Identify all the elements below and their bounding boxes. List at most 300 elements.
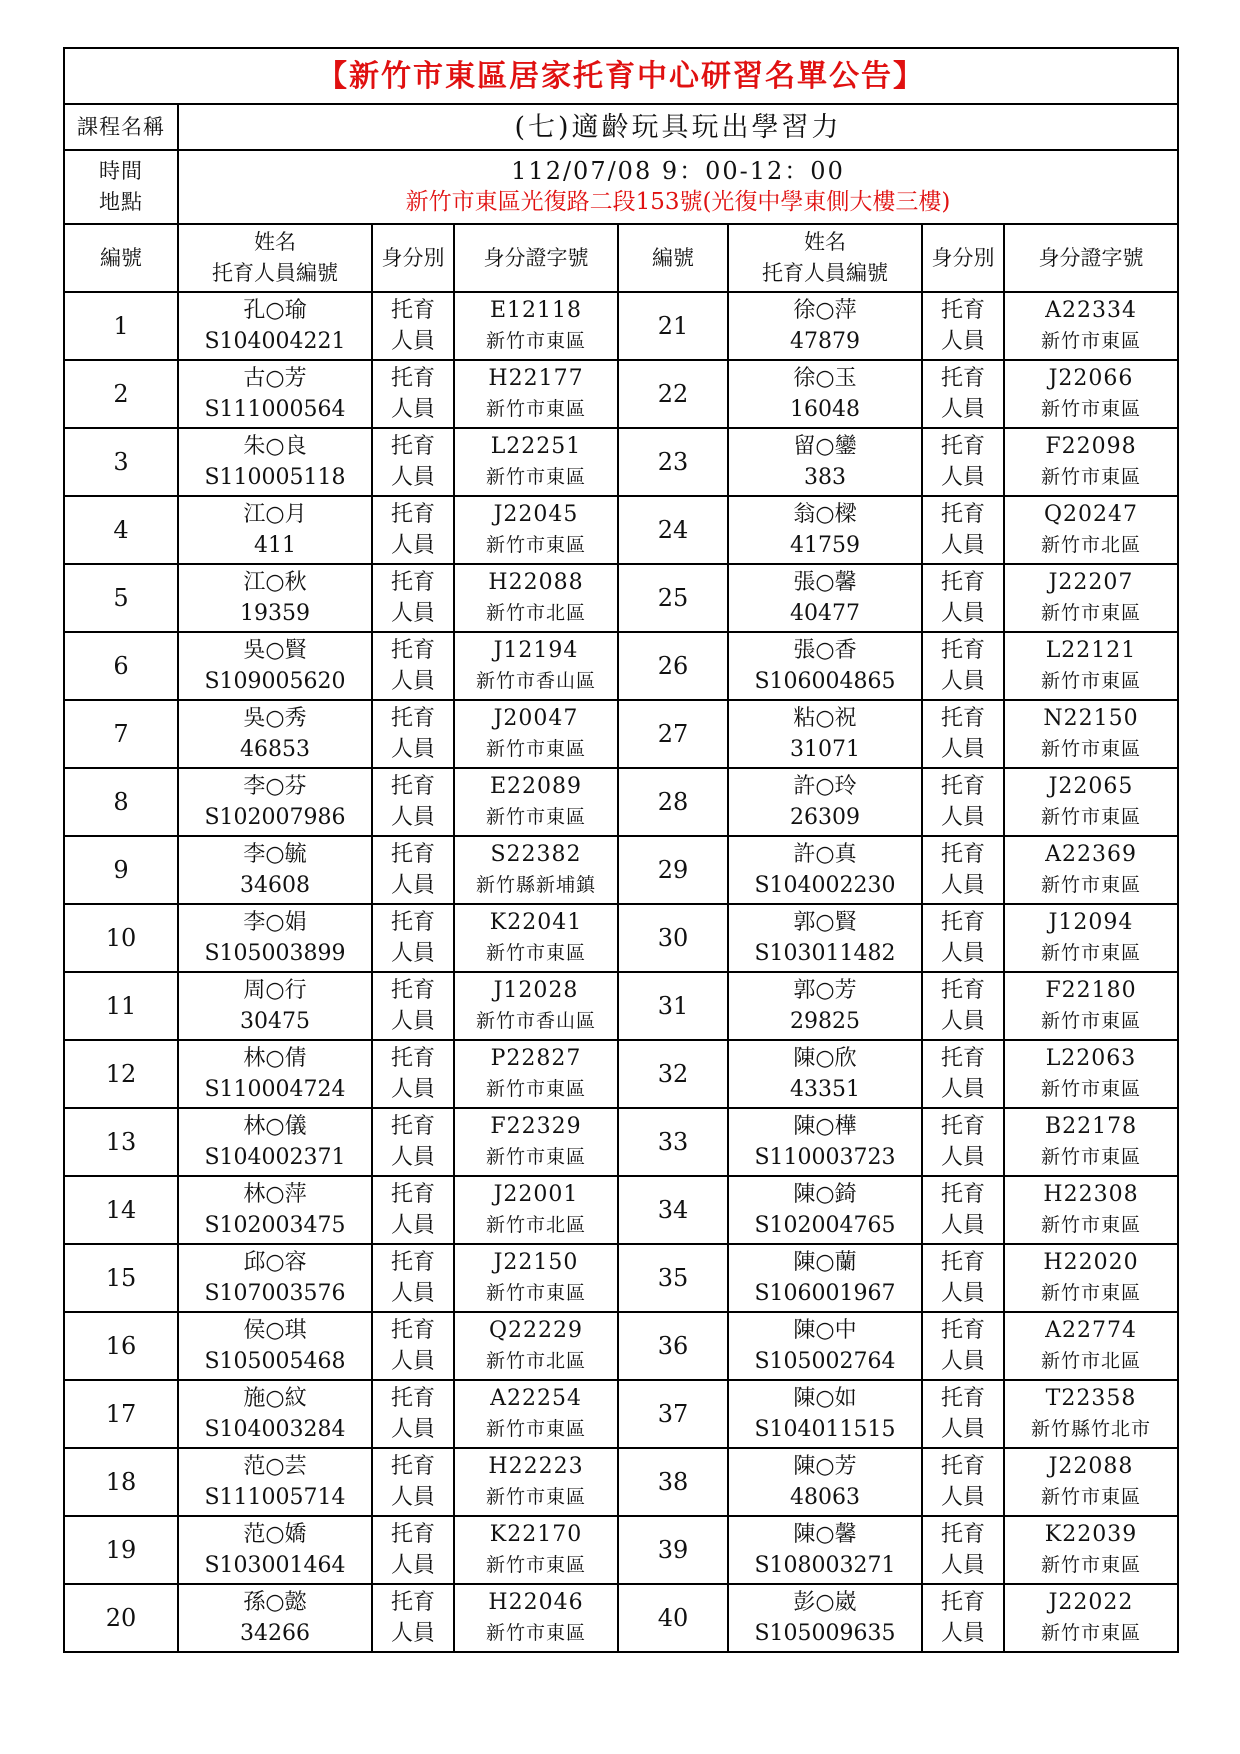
entry-role bbox=[922, 1176, 1004, 1244]
entry-id bbox=[454, 360, 618, 428]
role-line2: 人員 bbox=[940, 941, 985, 966]
caregiver-code: 46853 bbox=[240, 737, 310, 762]
table-row bbox=[64, 700, 1178, 768]
caregiver-name: 吳○秀 bbox=[243, 706, 307, 731]
district: 新竹市東區 bbox=[1040, 738, 1141, 760]
caregiver-code: S111005714 bbox=[204, 1485, 346, 1510]
role-line1: 托育 bbox=[390, 774, 435, 799]
district: 新竹市東區 bbox=[1040, 1078, 1141, 1100]
id-number: J22022 bbox=[1048, 1590, 1134, 1615]
id-number: F22098 bbox=[1045, 434, 1137, 459]
district: 新竹市東區 bbox=[485, 330, 586, 352]
entry-role bbox=[922, 360, 1004, 428]
entry-role bbox=[372, 1040, 454, 1108]
entry-name-code bbox=[728, 360, 922, 428]
entry-number: 29 bbox=[618, 836, 728, 904]
entry-number: 13 bbox=[64, 1108, 178, 1176]
time-place-value bbox=[178, 150, 1178, 224]
entry-id bbox=[1004, 496, 1178, 564]
caregiver-code: 47879 bbox=[790, 329, 860, 354]
district: 新竹市香山區 bbox=[475, 1010, 596, 1032]
entry-name-code bbox=[728, 1176, 922, 1244]
entry-id bbox=[1004, 1176, 1178, 1244]
time-label: 時間 bbox=[99, 159, 143, 183]
caregiver-code: S102007986 bbox=[204, 805, 346, 830]
district: 新竹市香山區 bbox=[475, 670, 596, 692]
entry-role bbox=[922, 632, 1004, 700]
role-line1: 托育 bbox=[940, 842, 985, 867]
district: 新竹縣竹北市 bbox=[1030, 1418, 1151, 1440]
entry-role bbox=[922, 564, 1004, 632]
caregiver-name: 許○玲 bbox=[793, 774, 857, 799]
id-number: J22150 bbox=[493, 1250, 579, 1275]
role-line1: 托育 bbox=[940, 774, 985, 799]
id-number: T22358 bbox=[1045, 1386, 1137, 1411]
caregiver-code: 41759 bbox=[790, 533, 860, 558]
header-name bbox=[728, 224, 922, 292]
role-line2: 人員 bbox=[390, 1145, 435, 1170]
id-number: H22308 bbox=[1043, 1182, 1139, 1207]
table-row bbox=[64, 836, 1178, 904]
entry-name-code bbox=[728, 836, 922, 904]
id-number: J22066 bbox=[1048, 366, 1134, 391]
role-line1: 托育 bbox=[390, 434, 435, 459]
entry-name-code bbox=[178, 1244, 372, 1312]
id-number: J12094 bbox=[1048, 910, 1134, 935]
caregiver-name: 陳○蘭 bbox=[793, 1250, 857, 1275]
caregiver-name: 郭○賢 bbox=[793, 910, 857, 935]
caregiver-code: S105003899 bbox=[204, 941, 346, 966]
role-line2: 人員 bbox=[940, 1417, 985, 1442]
id-number: P22827 bbox=[490, 1046, 582, 1071]
entry-role bbox=[372, 360, 454, 428]
header-role: 身分別 bbox=[922, 224, 1004, 292]
entry-role bbox=[922, 1040, 1004, 1108]
entry-role bbox=[922, 1312, 1004, 1380]
table-row bbox=[64, 1108, 1178, 1176]
district: 新竹市東區 bbox=[485, 466, 586, 488]
entry-id bbox=[1004, 292, 1178, 360]
entry-id bbox=[454, 1516, 618, 1584]
header-num: 編號 bbox=[618, 224, 728, 292]
entry-number: 16 bbox=[64, 1312, 178, 1380]
role-line1: 托育 bbox=[390, 570, 435, 595]
session-location: 新竹市東區光復路二段153號(光復中學東側大樓三樓) bbox=[405, 189, 951, 215]
district: 新竹市北區 bbox=[1040, 534, 1141, 556]
entry-number: 39 bbox=[618, 1516, 728, 1584]
entry-name-code bbox=[178, 1380, 372, 1448]
district: 新竹市東區 bbox=[1040, 1146, 1141, 1168]
entry-number: 8 bbox=[64, 768, 178, 836]
district: 新竹市東區 bbox=[1040, 1282, 1141, 1304]
role-line2: 人員 bbox=[940, 1349, 985, 1374]
header-num: 編號 bbox=[64, 224, 178, 292]
district: 新竹市東區 bbox=[1040, 874, 1141, 896]
entry-name-code bbox=[728, 1040, 922, 1108]
caregiver-name: 林○萍 bbox=[243, 1182, 307, 1207]
id-number: B22178 bbox=[1044, 1114, 1138, 1139]
entry-number: 19 bbox=[64, 1516, 178, 1584]
entry-name-code bbox=[728, 632, 922, 700]
district: 新竹市東區 bbox=[485, 1486, 586, 1508]
role-line1: 托育 bbox=[390, 638, 435, 663]
caregiver-name: 陳○如 bbox=[793, 1386, 857, 1411]
entry-id bbox=[454, 428, 618, 496]
role-line2: 人員 bbox=[940, 1077, 985, 1102]
entry-id bbox=[454, 1176, 618, 1244]
entry-id bbox=[1004, 904, 1178, 972]
id-number: N22150 bbox=[1043, 706, 1139, 731]
caregiver-code: S106001967 bbox=[754, 1281, 896, 1306]
course-label: 課程名稱 bbox=[64, 104, 178, 150]
caregiver-name: 陳○錡 bbox=[793, 1182, 857, 1207]
role-line2: 人員 bbox=[390, 1621, 435, 1646]
caregiver-code: 19359 bbox=[240, 601, 310, 626]
caregiver-code: S104011515 bbox=[754, 1417, 896, 1442]
district: 新竹市東區 bbox=[1040, 1010, 1141, 1032]
entry-role bbox=[372, 1584, 454, 1652]
entry-number: 6 bbox=[64, 632, 178, 700]
caregiver-name: 周○行 bbox=[243, 978, 307, 1003]
district: 新竹市東區 bbox=[485, 534, 586, 556]
role-line2: 人員 bbox=[940, 1009, 985, 1034]
entry-role bbox=[922, 700, 1004, 768]
district: 新竹市東區 bbox=[1040, 398, 1141, 420]
role-line2: 人員 bbox=[940, 1485, 985, 1510]
district: 新竹市北區 bbox=[1040, 1350, 1141, 1372]
district: 新竹市東區 bbox=[485, 806, 586, 828]
entry-role bbox=[922, 836, 1004, 904]
role-line1: 托育 bbox=[390, 910, 435, 935]
entry-number: 20 bbox=[64, 1584, 178, 1652]
role-line1: 托育 bbox=[390, 706, 435, 731]
entry-role bbox=[922, 1516, 1004, 1584]
caregiver-name: 孔○瑜 bbox=[243, 298, 307, 323]
entry-name-code bbox=[728, 1584, 922, 1652]
caregiver-code: S109005620 bbox=[204, 669, 346, 694]
id-number: H22020 bbox=[1043, 1250, 1139, 1275]
role-line1: 托育 bbox=[390, 1590, 435, 1615]
role-line2: 人員 bbox=[390, 329, 435, 354]
role-line1: 托育 bbox=[390, 978, 435, 1003]
caregiver-code: S104002230 bbox=[754, 873, 896, 898]
entry-id bbox=[454, 1312, 618, 1380]
entry-name-code bbox=[728, 496, 922, 564]
id-number: J22001 bbox=[493, 1182, 579, 1207]
entry-role bbox=[922, 1108, 1004, 1176]
time-place-label bbox=[64, 150, 178, 224]
role-line2: 人員 bbox=[940, 1281, 985, 1306]
caregiver-code: S110005118 bbox=[204, 465, 346, 490]
entry-number: 12 bbox=[64, 1040, 178, 1108]
caregiver-code: S111000564 bbox=[204, 397, 346, 422]
place-label: 地點 bbox=[99, 190, 143, 214]
entry-id bbox=[454, 1584, 618, 1652]
entry-name-code bbox=[728, 1312, 922, 1380]
entry-name-code bbox=[178, 1312, 372, 1380]
caregiver-name: 陳○馨 bbox=[793, 1522, 857, 1547]
entry-role bbox=[372, 632, 454, 700]
caregiver-code: S104004221 bbox=[204, 329, 346, 354]
caregiver-code: 26309 bbox=[790, 805, 860, 830]
district: 新竹市東區 bbox=[485, 738, 586, 760]
caregiver-code: S106004865 bbox=[754, 669, 896, 694]
header-role: 身分別 bbox=[372, 224, 454, 292]
role-line2: 人員 bbox=[390, 601, 435, 626]
id-number: H22177 bbox=[488, 366, 584, 391]
caregiver-code: S105009635 bbox=[754, 1621, 896, 1646]
entry-name-code bbox=[728, 904, 922, 972]
id-number: H22088 bbox=[488, 570, 584, 595]
district: 新竹市北區 bbox=[485, 1350, 586, 1372]
entry-role bbox=[372, 904, 454, 972]
table-row bbox=[64, 904, 1178, 972]
role-line2: 人員 bbox=[390, 669, 435, 694]
id-number: A22369 bbox=[1045, 842, 1137, 867]
caregiver-name: 古○芳 bbox=[243, 366, 307, 391]
role-line2: 人員 bbox=[940, 669, 985, 694]
entry-id bbox=[454, 632, 618, 700]
entry-number: 26 bbox=[618, 632, 728, 700]
entry-number: 33 bbox=[618, 1108, 728, 1176]
caregiver-code: S108003271 bbox=[754, 1553, 896, 1578]
entry-name-code bbox=[178, 1040, 372, 1108]
caregiver-name: 徐○萍 bbox=[793, 298, 857, 323]
entry-id bbox=[1004, 768, 1178, 836]
entry-name-code bbox=[178, 496, 372, 564]
role-line2: 人員 bbox=[940, 1145, 985, 1170]
entry-role bbox=[922, 1380, 1004, 1448]
entry-role bbox=[922, 1244, 1004, 1312]
entry-id bbox=[454, 292, 618, 360]
entry-name-code bbox=[728, 1380, 922, 1448]
entry-role bbox=[922, 292, 1004, 360]
caregiver-name: 陳○欣 bbox=[793, 1046, 857, 1071]
district: 新竹市北區 bbox=[485, 1214, 586, 1236]
entry-role bbox=[372, 1176, 454, 1244]
header-name bbox=[178, 224, 372, 292]
entry-name-code bbox=[178, 1584, 372, 1652]
caregiver-name: 陳○中 bbox=[793, 1318, 857, 1343]
table-row bbox=[64, 1040, 1178, 1108]
header-name-line2: 托育人員編號 bbox=[762, 261, 888, 285]
header-id: 身分證字號 bbox=[454, 224, 618, 292]
entry-role bbox=[922, 768, 1004, 836]
role-line1: 托育 bbox=[390, 366, 435, 391]
district: 新竹市北區 bbox=[485, 602, 586, 624]
header-id: 身分證字號 bbox=[1004, 224, 1178, 292]
entry-role bbox=[922, 972, 1004, 1040]
caregiver-name: 張○香 bbox=[793, 638, 857, 663]
district: 新竹市東區 bbox=[1040, 670, 1141, 692]
id-number: L22121 bbox=[1045, 638, 1137, 663]
entry-role bbox=[372, 428, 454, 496]
role-line2: 人員 bbox=[390, 1077, 435, 1102]
table-row bbox=[64, 564, 1178, 632]
entry-name-code bbox=[178, 972, 372, 1040]
id-number: L22251 bbox=[490, 434, 582, 459]
district: 新竹市東區 bbox=[1040, 1214, 1141, 1236]
role-line2: 人員 bbox=[940, 533, 985, 558]
entry-id bbox=[454, 1244, 618, 1312]
entry-number: 25 bbox=[618, 564, 728, 632]
caregiver-name: 邱○容 bbox=[243, 1250, 307, 1275]
entry-id bbox=[1004, 972, 1178, 1040]
role-line2: 人員 bbox=[940, 1553, 985, 1578]
entry-name-code bbox=[178, 360, 372, 428]
caregiver-code: 383 bbox=[804, 465, 846, 490]
entry-number: 7 bbox=[64, 700, 178, 768]
entry-role bbox=[372, 700, 454, 768]
caregiver-name: 侯○琪 bbox=[243, 1318, 307, 1343]
entry-name-code bbox=[728, 1244, 922, 1312]
caregiver-code: 43351 bbox=[790, 1077, 860, 1102]
caregiver-code: S105005468 bbox=[204, 1349, 346, 1374]
entry-number: 31 bbox=[618, 972, 728, 1040]
role-line1: 托育 bbox=[940, 1318, 985, 1343]
caregiver-name: 吳○賢 bbox=[243, 638, 307, 663]
entry-name-code bbox=[178, 1448, 372, 1516]
caregiver-code: 40477 bbox=[790, 601, 860, 626]
entry-role bbox=[372, 564, 454, 632]
role-line2: 人員 bbox=[940, 1621, 985, 1646]
district: 新竹市東區 bbox=[485, 398, 586, 420]
entry-id bbox=[1004, 836, 1178, 904]
entry-id bbox=[1004, 1380, 1178, 1448]
caregiver-name: 粘○祝 bbox=[793, 706, 857, 731]
entry-number: 24 bbox=[618, 496, 728, 564]
role-line1: 托育 bbox=[390, 1318, 435, 1343]
entry-id bbox=[454, 904, 618, 972]
role-line1: 托育 bbox=[940, 978, 985, 1003]
district: 新竹市東區 bbox=[1040, 602, 1141, 624]
roster-table bbox=[63, 47, 1179, 1653]
entry-role bbox=[922, 496, 1004, 564]
entry-id bbox=[454, 768, 618, 836]
table-row bbox=[64, 972, 1178, 1040]
id-number: A22254 bbox=[490, 1386, 582, 1411]
page-title: 【新竹市東區居家托育中心研習名單公告】 bbox=[64, 48, 1178, 104]
role-line1: 托育 bbox=[390, 1114, 435, 1139]
id-number: K22039 bbox=[1044, 1522, 1138, 1547]
entry-role bbox=[372, 1448, 454, 1516]
entry-number: 15 bbox=[64, 1244, 178, 1312]
table-row bbox=[64, 1176, 1178, 1244]
role-line2: 人員 bbox=[390, 737, 435, 762]
caregiver-name: 施○紋 bbox=[243, 1386, 307, 1411]
caregiver-code: S110003723 bbox=[754, 1145, 896, 1170]
id-number: J22045 bbox=[493, 502, 579, 527]
id-number: Q20247 bbox=[1043, 502, 1139, 527]
role-line2: 人員 bbox=[390, 1485, 435, 1510]
entry-role bbox=[372, 768, 454, 836]
entry-id bbox=[1004, 632, 1178, 700]
role-line1: 托育 bbox=[390, 1250, 435, 1275]
role-line1: 托育 bbox=[390, 1454, 435, 1479]
id-number: E22089 bbox=[489, 774, 583, 799]
district: 新竹市東區 bbox=[1040, 466, 1141, 488]
entry-id bbox=[1004, 564, 1178, 632]
id-number: H22223 bbox=[488, 1454, 584, 1479]
district: 新竹市東區 bbox=[485, 942, 586, 964]
caregiver-code: 29825 bbox=[790, 1009, 860, 1034]
caregiver-code: S110004724 bbox=[204, 1077, 346, 1102]
id-number: E12118 bbox=[489, 298, 583, 323]
district: 新竹市東區 bbox=[1040, 942, 1141, 964]
role-line2: 人員 bbox=[390, 941, 435, 966]
role-line2: 人員 bbox=[390, 1417, 435, 1442]
id-number: F22180 bbox=[1045, 978, 1137, 1003]
caregiver-name: 陳○芳 bbox=[793, 1454, 857, 1479]
table-row bbox=[64, 428, 1178, 496]
role-line1: 托育 bbox=[390, 1386, 435, 1411]
entry-role bbox=[922, 1584, 1004, 1652]
entry-id bbox=[454, 700, 618, 768]
entry-number: 35 bbox=[618, 1244, 728, 1312]
caregiver-code: 31071 bbox=[790, 737, 860, 762]
entry-name-code bbox=[178, 632, 372, 700]
role-line1: 托育 bbox=[940, 502, 985, 527]
entry-name-code bbox=[178, 1516, 372, 1584]
entry-id bbox=[1004, 1448, 1178, 1516]
entry-name-code bbox=[728, 700, 922, 768]
entry-number: 22 bbox=[618, 360, 728, 428]
role-line1: 托育 bbox=[940, 434, 985, 459]
id-number: K22041 bbox=[489, 910, 583, 935]
role-line2: 人員 bbox=[940, 873, 985, 898]
id-number: F22329 bbox=[490, 1114, 582, 1139]
entry-number: 3 bbox=[64, 428, 178, 496]
id-number: H22046 bbox=[488, 1590, 584, 1615]
role-line2: 人員 bbox=[390, 805, 435, 830]
entry-role bbox=[372, 1380, 454, 1448]
entry-number: 18 bbox=[64, 1448, 178, 1516]
district: 新竹市東區 bbox=[1040, 330, 1141, 352]
table-row bbox=[64, 292, 1178, 360]
role-line1: 托育 bbox=[940, 1182, 985, 1207]
caregiver-code: S104002371 bbox=[204, 1145, 346, 1170]
entry-role bbox=[922, 1448, 1004, 1516]
entry-number: 34 bbox=[618, 1176, 728, 1244]
caregiver-name: 李○芬 bbox=[243, 774, 307, 799]
entry-number: 14 bbox=[64, 1176, 178, 1244]
district: 新竹市東區 bbox=[485, 1554, 586, 1576]
entry-id bbox=[454, 1108, 618, 1176]
role-line1: 托育 bbox=[940, 910, 985, 935]
entry-name-code bbox=[178, 292, 372, 360]
entry-number: 17 bbox=[64, 1380, 178, 1448]
caregiver-name: 范○嬌 bbox=[243, 1522, 307, 1547]
entry-number: 27 bbox=[618, 700, 728, 768]
table-row bbox=[64, 1516, 1178, 1584]
role-line1: 托育 bbox=[390, 842, 435, 867]
table-row bbox=[64, 1448, 1178, 1516]
role-line2: 人員 bbox=[940, 397, 985, 422]
district: 新竹市東區 bbox=[485, 1146, 586, 1168]
caregiver-name: 孫○懿 bbox=[243, 1590, 307, 1615]
caregiver-code: 34608 bbox=[240, 873, 310, 898]
entry-name-code bbox=[178, 904, 372, 972]
entry-number: 10 bbox=[64, 904, 178, 972]
entry-role bbox=[922, 904, 1004, 972]
header-name-line1: 姓名 bbox=[254, 230, 296, 254]
caregiver-name: 李○娟 bbox=[243, 910, 307, 935]
caregiver-code: S102004765 bbox=[754, 1213, 896, 1238]
caregiver-name: 陳○樺 bbox=[793, 1114, 857, 1139]
role-line2: 人員 bbox=[940, 1213, 985, 1238]
role-line1: 托育 bbox=[940, 638, 985, 663]
caregiver-code: S103011482 bbox=[754, 941, 896, 966]
